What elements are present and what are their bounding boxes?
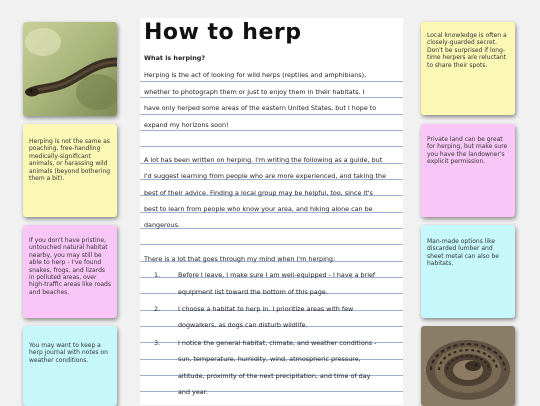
paragraph-line: There is a lot that goes through my mind when I'm herping: — [144, 255, 336, 263]
note-text: You may want to keep a herp journal with notes on weather conditions. — [29, 342, 108, 364]
note-text: Private land can be great for herping, but make sure you have the landowner's explicit permission. — [427, 136, 508, 166]
snake-head-photo — [23, 22, 117, 116]
sticky-note-man-made-habitats — [421, 225, 515, 318]
note-text: If you don't have pristine, untouched natural habitat nearby, you may still be able to herp - I've found snakes, frogs, and lizards in polluted areas, over high-traffic areas like roads and beaches. — [29, 237, 111, 296]
list-number: 1. — [154, 271, 161, 279]
sticky-note-not-poaching — [23, 124, 117, 217]
paragraph-line: best to learn from people who know your area, and hiking alone can be — [144, 205, 373, 213]
paragraph-line: have only herped some areas of the eastern United States, but I hope to — [144, 104, 377, 112]
notebook-page — [140, 18, 403, 405]
list-item-line: equipment list toward the bottom of this page. — [178, 288, 328, 296]
paragraph-line: A lot has been written on herping. I'm writing the following as a guide, but — [144, 156, 383, 164]
page-title: How to herp — [144, 20, 302, 45]
paragraph-line: I'd suggest learning from people who are more experienced, and taking the — [144, 172, 387, 180]
paragraph-line: expand my horizons soon! — [144, 121, 229, 129]
sticky-note-polluted-areas — [23, 225, 117, 318]
note-text: Herping is not the same as poaching, free-handling medically-significant animals, or harassing wild animals (beyond bothering them a bit). — [29, 138, 111, 183]
coiled-rattlesnake-photo — [421, 326, 515, 406]
list-item-line: dogwalkers, as dogs can disturb wildlife. — [178, 321, 308, 329]
list-item-line: and year. — [178, 388, 208, 396]
note-text: Man-made options like discarded lumber and sheet metal can also be habitats. — [427, 238, 499, 268]
paragraph-line: dangerous. — [144, 221, 180, 229]
paragraph-line: Herping is the act of looking for wild herps (reptiles and amphibians), — [144, 71, 367, 79]
list-item-line: Before I leave, I make sure I am well-equipped - I have a brief — [178, 271, 376, 279]
list-item-line: altitude, proximity of the next precipitation, and time of day — [178, 372, 371, 380]
paragraph-line: whether to photograph them or just to enjoy them in their habitats. I — [144, 88, 365, 96]
sticky-note-herp-journal — [23, 326, 117, 406]
note-text: Local knowledge is often a closely-guarded secret. Don't be surprised if long-time herpers are reluctant to share their spots. — [427, 32, 507, 69]
snake-photo — [23, 22, 117, 116]
section-heading: What is herping? — [144, 54, 206, 62]
list-number: 3. — [154, 339, 161, 347]
list-item-line: I choose a habitat to herp in. I prioritize areas with few — [178, 305, 354, 313]
list-item-line: sun, temperature, humidity, wind, atmospheric pressure, — [178, 355, 361, 363]
paragraph-line: best of their advice. Finding a local group may be helpful, too, since it's — [144, 189, 373, 197]
list-item-line: I notice the general habitat, climate, and weather conditions - — [178, 339, 377, 347]
sticky-note-private-land — [421, 124, 515, 217]
rattlesnake-photo — [421, 326, 515, 406]
list-number: 2. — [154, 305, 161, 313]
sticky-note-local-knowledge — [421, 22, 515, 115]
